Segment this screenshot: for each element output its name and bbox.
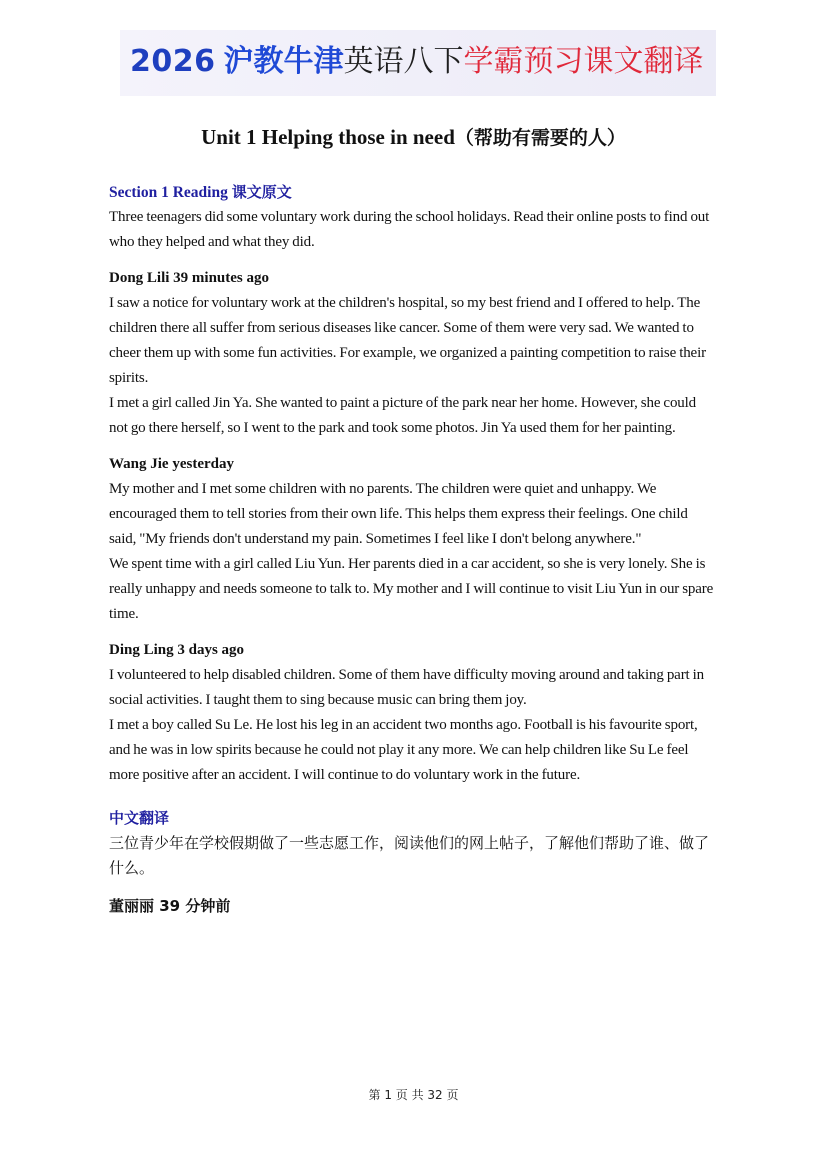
translation-heading: 中文翻译 <box>109 809 170 827</box>
banner-text <box>130 42 704 82</box>
post-ding-ling <box>109 638 717 788</box>
intro-paragraph: Three teenagers did some voluntary work during the school holidays. Read their online posts to find out who they helped and what they did. <box>109 209 710 250</box>
post-paragraph: I met a boy called Su Le. He lost his leg in an accident two months ago. Football is his favourite sport, and he was in low spirits because he could not play it any more. We can help children like Su Le feel more positive after an accident. I will continue to do voluntary work in the future. <box>109 717 698 783</box>
banner-year: 2026 <box>130 44 216 79</box>
section-label-chinese: 课文原文 <box>231 183 292 201</box>
translation-intro: 三位青少年在学校假期做了一些志愿工作，阅读他们的网上帖子，了解他们帮助了谁、做了什么。 <box>109 834 710 877</box>
title-chinese: （帮助有需要的人） <box>454 127 626 149</box>
section-heading <box>109 180 717 205</box>
banner-part-topic: 学霸预习课文翻译 <box>463 44 704 79</box>
post-header: Wang Jie yesterday <box>109 456 234 472</box>
banner-part-publisher: 沪教牛津 <box>223 44 344 79</box>
page-footer: 第 1 页 共 32 页 <box>368 1088 459 1102</box>
post-dong-lili <box>109 266 717 441</box>
translation-post-header: 董丽丽 39 分钟前 <box>109 897 231 915</box>
banner-part-grade: 英语八下 <box>343 44 464 79</box>
post-paragraph: I saw a notice for voluntary work at the children's hospital, so my best friend and I offered to help. The children there all suffer from serious diseases like cancer. Some of them were very sad. We wanted to cheer them up with some fun activities. For example, we organized a painting competition to raise their spirits. <box>109 295 706 386</box>
document-body <box>109 180 717 919</box>
section-label: Section 1 Reading <box>109 184 228 201</box>
page-title <box>0 122 827 153</box>
post-header: Ding Ling 3 days ago <box>109 642 245 658</box>
post-paragraph: I met a girl called Jin Ya. She wanted to paint a picture of the park near her home. However, she could not go there herself, so I went to the park and took some photos. Jin Ya used them for her painting. <box>109 395 697 436</box>
post-paragraph: My mother and I met some children with no parents. The children were quiet and unhappy. We encouraged them to tell stories from their own life. This helps them express their feelings. One child said, "My friends don't understand my pain. Sometimes I feel like I don't belong anywhere." <box>109 481 688 547</box>
title-english: Unit 1 Helping those in need <box>201 125 455 149</box>
header-banner <box>120 30 716 96</box>
post-header: Dong Lili 39 minutes ago <box>109 270 270 286</box>
post-paragraph: We spent time with a girl called Liu Yun. Her parents died in a car accident, so she is very lonely. She is really unhappy and needs someone to talk to. My mother and I will continue to visit Liu Yun in our spare time. <box>109 556 714 622</box>
post-wang-jie <box>109 452 717 627</box>
post-paragraph: I volunteered to help disabled children. Some of them have difficulty moving around and taking part in social activities. I taught them to sing because music can bring them joy. <box>109 667 705 708</box>
